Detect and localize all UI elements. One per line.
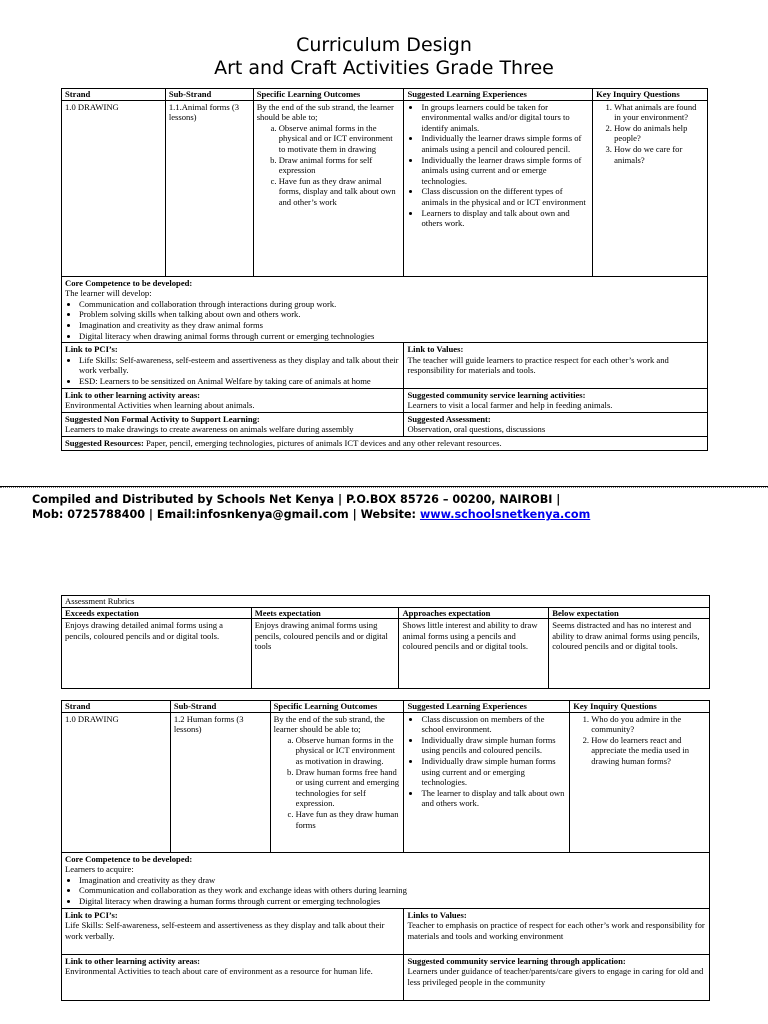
unit2-pci-row	[62, 908, 710, 954]
unit2-content-row	[62, 712, 710, 852]
unit2-other-areas	[62, 954, 404, 1000]
unit1-core-item: • Communication and collaboration through interactions during group work.	[79, 299, 704, 310]
unit2-question: 2. How do learners react and appreciate the media used in drawing human forms?	[591, 735, 706, 767]
unit2-values-title: Links to Values:	[407, 909, 467, 920]
unit2-community-text: Learners under guidance of teacher/parents/care givers to engage in caring for old and less privileged people in the community	[407, 966, 704, 987]
unit2-experiences-list	[407, 714, 566, 809]
unit1-values	[404, 343, 708, 388]
unit1-nonformal-text: Learners to make drawings to create awareness on animals welfare during assembly	[65, 424, 354, 435]
rubric-table	[61, 595, 710, 689]
unit1-outcomes-intro: By the end of the sub strand, the learner should be able to;	[256, 101, 394, 123]
unit1-values-text: The teacher will guide learners to practice respect for each other’s work and responsibility for materials and tools.	[407, 354, 669, 376]
unit2-outcomes	[270, 712, 404, 852]
header-substrand: Sub-Strand	[165, 89, 253, 101]
unit1-core-row	[62, 276, 708, 343]
unit1-resources-text: Paper, pencil, emerging technologies, pictures of animals ICT devices and any other relevant resources.	[143, 437, 502, 448]
rubric-title: Assessment Rubrics	[62, 596, 710, 608]
unit1-pci-list	[65, 355, 400, 387]
unit1-community	[404, 388, 708, 412]
header-outcomes: Specific Learning Outcomes	[253, 89, 404, 101]
unit2-core-item: • Digital literacy when drawing a human forms through current or emerging technologies	[79, 896, 706, 907]
unit1-pci	[62, 343, 404, 388]
unit1-community-title: Suggested community service learning activities:	[407, 389, 586, 400]
unit1-core	[62, 276, 708, 343]
unit1-outcome: c. Have fun as they draw animal forms, display and talk about own and other’s work	[279, 176, 401, 208]
website-link[interactable]: www.schoolsnetkenya.com	[419, 508, 591, 521]
unit1-experience: • Learners to display and talk about own and others work.	[421, 208, 589, 229]
rubric-header: Below expectation	[549, 607, 710, 619]
rubric-row	[62, 619, 710, 689]
rubric-cell: Shows little interest and ability to draw animal forms using a pencils and coloured pencils and or digital tools.	[399, 619, 549, 689]
unit1-community-text: Learners to visit a local farmer and help in feeding animals.	[407, 400, 613, 411]
unit2-table	[61, 700, 710, 1001]
rubric-cell: Enjoys drawing animal forms using pencils, coloured pencils and or digital tools	[251, 619, 399, 689]
unit1-assessment-text: Observation, oral questions, discussions	[407, 424, 546, 435]
header-substrand: Sub-Strand	[170, 701, 270, 713]
unit2-experience: • The learner to display and talk about own and others work.	[421, 788, 566, 809]
unit1-core-list	[65, 299, 704, 341]
unit1-substrand: 1.1.Animal forms (3 lessons)	[165, 100, 253, 276]
header-questions: Key Inquiry Questions	[593, 89, 708, 101]
unit2-outcome: b. Draw human forms free hand or using current and emerging technologies for self expression.	[296, 767, 401, 809]
unit2-links-row	[62, 954, 710, 1000]
rubric-header-row	[62, 607, 710, 619]
unit2-core-intro: Learners to acquire:	[65, 864, 134, 875]
unit1-nonformal	[62, 412, 404, 436]
unit1-resources	[62, 436, 708, 450]
unit2-community-title: Suggested community service learning through application:	[407, 955, 626, 966]
unit1-nonformal-title: Suggested Non Formal Activity to Support Learning:	[65, 413, 260, 424]
unit1-assessment-title: Suggested Assessment:	[407, 413, 491, 424]
unit2-pci-text: Life Skills: Self-awareness, self-esteem and assertiveness as they display and talk about their work verbally.	[65, 920, 385, 941]
unit2-core-row	[62, 852, 710, 908]
unit2-outcomes-intro: By the end of the sub strand, the learner should be able to;	[273, 713, 385, 735]
unit2-outcomes-list	[274, 735, 401, 830]
unit2-values-text: Teacher to emphasis on practice of respect for each other’s work and responsibility for materials and tools and working environment	[407, 920, 705, 941]
unit1-content-row	[62, 100, 708, 276]
page-title-line2: Art and Craft Activities Grade Three	[214, 57, 554, 79]
header-experiences: Suggested Learning Experiences	[404, 89, 593, 101]
unit1-outcome: a. Observe animal forms in the physical and or ICT environment to motivate them in drawing	[279, 123, 401, 155]
unit2-substrand: 1.2 Human forms (3 lessons)	[170, 712, 270, 852]
unit2-experiences	[404, 712, 570, 852]
unit2-strand: 1.0 DRAWING	[62, 712, 171, 852]
unit2-questions-list	[573, 714, 706, 767]
footer	[32, 492, 590, 522]
unit2-core-item: • Communication and collaboration as they work and exchange ideas with others during learning	[79, 885, 706, 896]
header-outcomes: Specific Learning Outcomes	[270, 701, 404, 713]
footer-line2	[32, 507, 590, 522]
unit2-core	[62, 852, 710, 908]
rubric-cell: Enjoys drawing detailed animal forms using a pencils, coloured pencils and or digital tools.	[62, 619, 252, 689]
footer-divider-dotted	[0, 487, 768, 488]
unit1-core-intro: The learner will develop:	[65, 288, 152, 299]
unit1-experience: • Class discussion on the different types of animals in the physical and or ICT environment	[421, 186, 589, 207]
unit2-experience: • Class discussion on members of the school environment.	[421, 714, 566, 735]
footer-contact: Mob: 0725788400 | Email:infosnkenya@gmail.com | Website:	[32, 508, 420, 521]
unit1-experience: • Individually the learner draws simple forms of animals using a pencil and coloured pencil.	[421, 133, 589, 154]
unit1-outcomes-list	[257, 123, 401, 208]
unit2-core-list	[65, 875, 706, 907]
unit1-core-item: • Problem solving skills when talking about own and others work.	[79, 309, 704, 320]
unit1-questions	[593, 100, 708, 276]
rubric-header: Approaches expectation	[399, 607, 549, 619]
unit1-other-areas	[62, 388, 404, 412]
unit2-questions	[570, 712, 710, 852]
unit2-community	[404, 954, 710, 1000]
unit1-core-title: Core Competence to be developed:	[65, 277, 193, 288]
unit2-experience: • Individually draw simple human forms using pencils and coloured pencils.	[421, 735, 566, 756]
unit1-pci-item: • ESD: Learners to be sensitized on Animal Welfare by taking care of animals at home	[79, 376, 400, 387]
unit2-values	[404, 908, 710, 954]
header-questions: Key Inquiry Questions	[570, 701, 710, 713]
unit1-pci-item: • Life Skills: Self-awareness, self-esteem and assertiveness as they display and talk about their work verbally.	[79, 355, 400, 376]
unit1-table	[61, 88, 708, 451]
unit2-other-text: Environmental Activities to teach about care of environment as a resource for human life.	[65, 966, 373, 977]
page-title-line1: Curriculum Design	[296, 34, 472, 56]
unit1-experience: • Individually the learner draws simple forms of animals using current and or emerge technologies.	[421, 155, 589, 187]
unit1-experience: • In groups learners could be taken for environmental walks and/or digital tours to identify animals.	[421, 102, 589, 134]
unit1-experiences	[404, 100, 593, 276]
footer-line1: Compiled and Distributed by Schools Net Kenya | P.O.BOX 85726 – 00200, NAIROBI |	[32, 493, 561, 506]
unit1-other-title: Link to other learning activity areas:	[65, 389, 201, 400]
header-strand: Strand	[62, 89, 166, 101]
unit1-header-row	[62, 89, 708, 101]
unit1-outcomes	[253, 100, 404, 276]
header-strand: Strand	[62, 701, 171, 713]
unit1-resources-title: Suggested Resources:	[65, 437, 144, 448]
rubric-cell: Seems distracted and has no interest and ability to draw animal forms using pencils, coloured pencils and or digital tools.	[549, 619, 710, 689]
unit2-pci-title: Link to PCI’s:	[65, 909, 118, 920]
unit2-outcome: c. Have fun as they draw human forms	[296, 809, 401, 830]
unit1-question: 2. How do animals help people?	[614, 123, 704, 144]
unit2-pci	[62, 908, 404, 954]
unit1-experiences-list	[407, 102, 589, 229]
rubric-title-row	[62, 596, 710, 608]
rubric-header: Exceeds expectation	[62, 607, 252, 619]
unit2-question: 1. Who do you admire in the community?	[591, 714, 706, 735]
unit1-question: 3. How do we care for animals?	[614, 144, 704, 165]
unit2-core-title: Core Competence to be developed:	[65, 853, 193, 864]
unit2-other-title: Link to other learning activity areas:	[65, 955, 201, 966]
unit1-questions-list	[596, 102, 704, 166]
unit1-links-row	[62, 388, 708, 412]
unit1-resources-row	[62, 436, 708, 450]
unit1-pci-row	[62, 343, 708, 388]
unit1-other-text: Environmental Activities when learning about animals.	[65, 400, 255, 411]
unit1-question: 1. What animals are found in your environment?	[614, 102, 704, 123]
unit2-outcome: a. Observe human forms in the physical or ICT environment as motivation in drawing.	[296, 735, 401, 767]
unit1-core-item: • Digital literacy when drawing animal forms through current or emerging technologies	[79, 331, 704, 342]
unit2-core-item: • Imagination and creativity as they draw	[79, 875, 706, 886]
unit1-values-title: Link to Values:	[407, 344, 464, 355]
unit1-pci-title: Link to PCI’s:	[65, 344, 118, 355]
unit1-nonformal-row	[62, 412, 708, 436]
unit1-outcome: b. Draw animal forms for self expression	[279, 155, 401, 176]
unit2-header-row	[62, 701, 710, 713]
unit1-assessment	[404, 412, 708, 436]
unit1-core-item: • Imagination and creativity as they draw animal forms	[79, 320, 704, 331]
header-experiences: Suggested Learning Experiences	[404, 701, 570, 713]
unit1-strand: 1.0 DRAWING	[62, 100, 166, 276]
rubric-header: Meets expectation	[251, 607, 399, 619]
unit2-experience: • Individually draw simple human forms using current and or emerging technologies.	[421, 756, 566, 788]
